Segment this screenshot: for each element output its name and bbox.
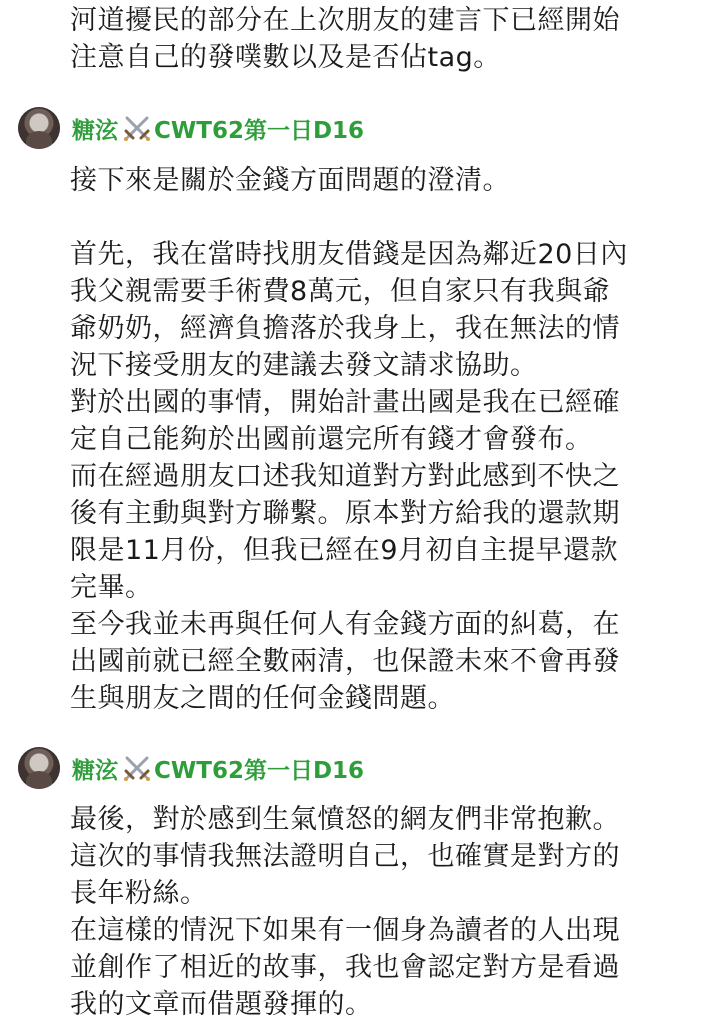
message-line: 這次的事情我無法證明自己，也確實是對方的: [70, 841, 620, 872]
message-line: 爺奶奶，經濟負擔落於我身上，我在無法的情: [70, 313, 620, 344]
message-line: 在這樣的情況下如果有一個身為讀者的人出現: [70, 915, 620, 946]
post-header: [18, 106, 364, 150]
crossed-swords-icon: [122, 113, 152, 143]
post-header: [18, 746, 364, 790]
message-line: 定自己能夠於出國前還完所有錢才會發布。: [70, 424, 593, 455]
message-line: 最後，對於感到生氣憤怒的網友們非常抱歉。: [70, 804, 620, 835]
message-line: 注意自己的發噗數以及是否佔tag。: [70, 42, 501, 73]
message-line: 河道擾民的部分在上次朋友的建言下已經開始: [70, 5, 620, 36]
message-line: 限是11月份，但我已經在9月初自主提早還款: [70, 535, 619, 566]
message-line: 完畢。: [70, 572, 153, 603]
message-line: 首先，我在當時找朋友借錢是因為鄰近20日內: [70, 239, 628, 270]
message-line: 況下接受朋友的建議去發文請求協助。: [70, 350, 538, 381]
crossed-swords-icon: [122, 753, 152, 783]
message-text: [70, 801, 695, 1023]
message-line: 而在經過朋友口述我知道對方對此感到不快之: [70, 461, 620, 492]
username-suffix: CWT62第一日D16: [154, 117, 365, 144]
message-line: 我父親需要手術費8萬元，但自家只有我與爺: [70, 276, 611, 307]
message-line: 接下來是關於金錢方面問題的澄清。: [70, 165, 510, 196]
username-prefix: 糖泫: [72, 757, 118, 784]
message-line: 生與朋友之間的任何金錢問題。: [70, 683, 455, 714]
message-text: [70, 2, 695, 76]
avatar[interactable]: [18, 107, 60, 149]
message-line: 後有主動與對方聯繫。原本對方給我的還款期: [70, 498, 620, 529]
username[interactable]: [72, 112, 364, 145]
message-text: [70, 162, 695, 717]
message-line: 對於出國的事情，開始計畫出國是我在已經確: [70, 387, 620, 418]
message-line: 長年粉絲。: [70, 878, 208, 909]
username[interactable]: [72, 752, 364, 785]
message-line: 並創作了相近的故事，我也會認定對方是看過: [70, 952, 620, 983]
message-line: 出國前就已經全數兩清，也保證未來不會再發: [70, 646, 620, 677]
username-suffix: CWT62第一日D16: [154, 757, 365, 784]
message-line: 至今我並未再與任何人有金錢方面的糾葛，在: [70, 609, 620, 640]
username-prefix: 糖泫: [72, 117, 118, 144]
message-line: 我的文章而借題發揮的。: [70, 989, 373, 1020]
paragraph-gap: [70, 199, 695, 236]
avatar[interactable]: [18, 747, 60, 789]
